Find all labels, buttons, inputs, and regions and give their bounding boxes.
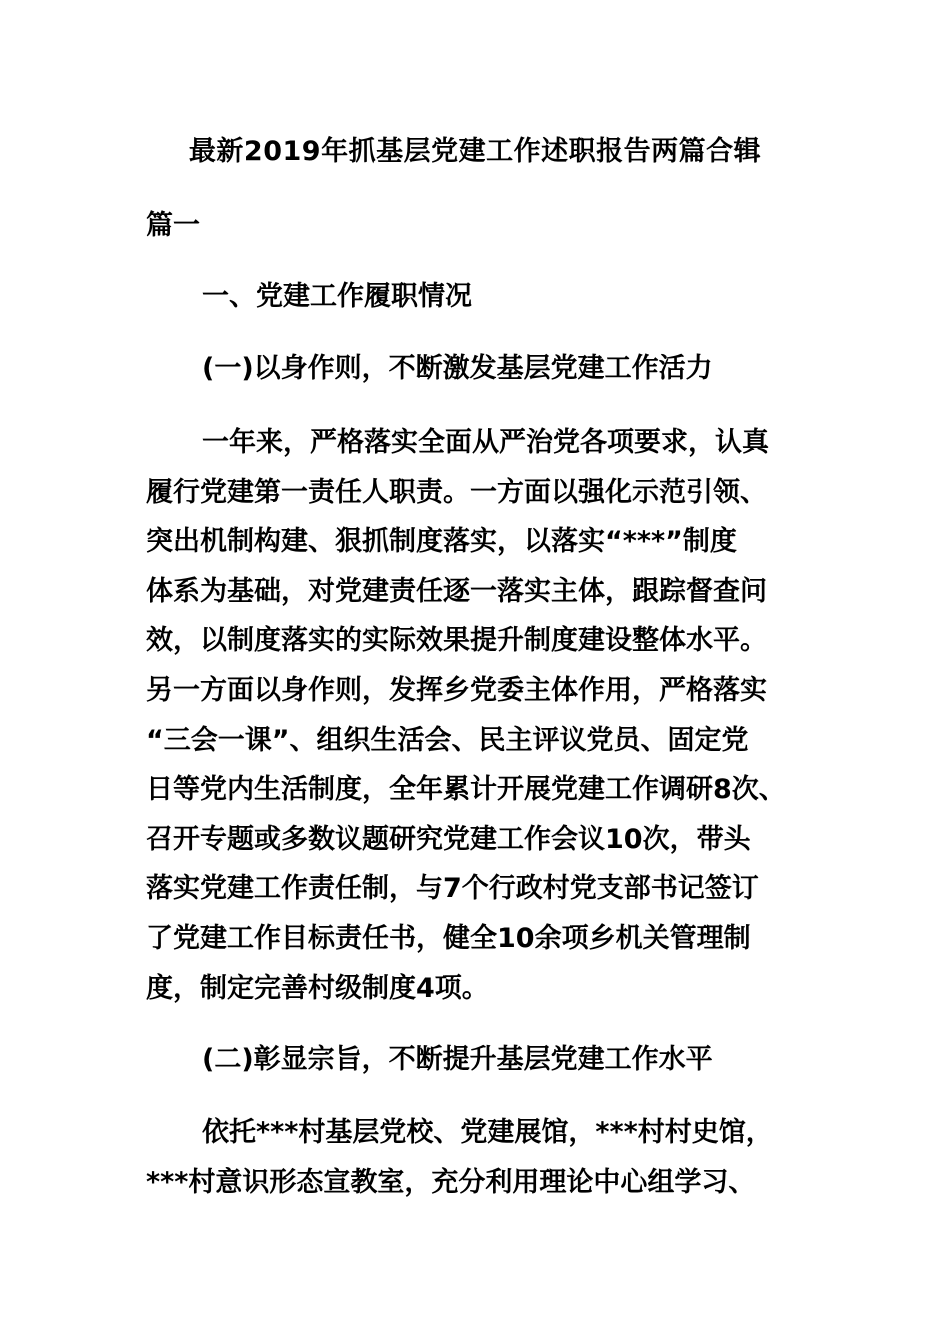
paragraph-line: 体系为基础，对党建责任逐一落实主体，跟踪督查问 bbox=[146, 575, 767, 607]
paragraph-line: 一年来，严格落实全面从严治党各项要求，认真 bbox=[202, 427, 769, 458]
chapter-label: 篇一 bbox=[146, 210, 200, 241]
document-title: 最新2019年抓基层党建工作述职报告两篇合辑 bbox=[188, 136, 762, 167]
paragraph-line: 依托***村基层党校、党建展馆，***村村史馆， bbox=[202, 1117, 773, 1148]
paragraph-line: “三会一课”、组织生活会、民主评议党员、固定党 bbox=[146, 724, 749, 756]
paragraph-1 bbox=[146, 418, 826, 1013]
paragraph-line: 履行党建第一责任人职责。一方面以强化示范引领、 bbox=[146, 476, 767, 508]
paragraph-line: 日等党内生活制度，全年累计开展党建工作调研8次、 bbox=[146, 774, 786, 806]
paragraph-line: 突出机制构建、狠抓制度落实，以落实“***”制度 bbox=[146, 526, 737, 558]
paragraph-line: 了党建工作目标责任书，健全10余项乡机关管理制 bbox=[146, 922, 751, 954]
subsection-heading-2: (二)彰显宗旨，不断提升基层党建工作水平 bbox=[202, 1044, 713, 1075]
paragraph-line: 召开专题或多数议题研究党建工作会议10次，带头 bbox=[146, 823, 751, 855]
paragraph-line: 效，以制度落实的实际效果提升制度建设整体水平。 bbox=[146, 625, 767, 657]
paragraph-2 bbox=[146, 1108, 826, 1207]
paragraph-line: 落实党建工作责任制，与7个行政村党支部书记签订 bbox=[146, 873, 759, 905]
paragraph-line: 度，制定完善村级制度4项。 bbox=[146, 972, 489, 1004]
subsection-heading-1: (一)以身作则，不断激发基层党建工作活力 bbox=[202, 353, 713, 384]
paragraph-line: ***村意识形态宣教室，充分利用理论中心组学习、 bbox=[146, 1166, 756, 1198]
paragraph-line: 另一方面以身作则，发挥乡党委主体作用，严格落实 bbox=[146, 674, 767, 706]
section-heading-1: 一、党建工作履职情况 bbox=[202, 281, 472, 312]
